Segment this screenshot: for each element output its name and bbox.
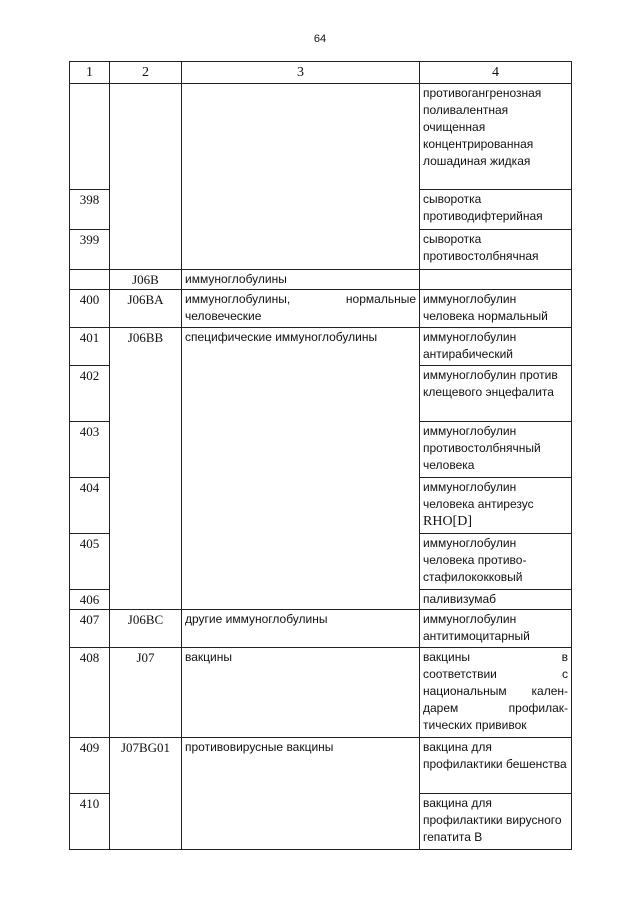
table-row <box>70 648 572 738</box>
medicine-name-part: кален- <box>531 684 568 698</box>
group-name-part: человеческие <box>185 309 262 323</box>
medicine-name: паливизумаб <box>420 590 572 610</box>
atc-code: J07 <box>110 648 182 738</box>
medicine-name-part: соответствии <box>423 667 497 681</box>
atc-code: J06B <box>110 270 182 290</box>
table-header-row <box>70 62 572 84</box>
header-col-2: 2 <box>110 62 182 84</box>
row-number: 408 <box>70 648 110 738</box>
medicine-name: иммуноглобулин антирабический <box>420 328 572 366</box>
medicine-name-part: иммуноглобулин человека антирезус <box>423 480 534 511</box>
medicine-name-part: с <box>562 667 568 681</box>
header-col-3: 3 <box>182 62 420 84</box>
row-number: 403 <box>70 422 110 478</box>
medicine-name <box>420 270 572 290</box>
medicine-name: иммуноглобулин противостолбнячный человека <box>420 422 572 478</box>
group-name: другие иммуноглобулины <box>182 610 420 648</box>
medicine-name: сыворотка противостолбнячная <box>420 230 572 270</box>
medicine-name: вакцина для профилактики вирусного гепатита В <box>420 794 572 850</box>
atc-code: J06BC <box>110 610 182 648</box>
row-number: 407 <box>70 610 110 648</box>
header-col-4: 4 <box>420 62 572 84</box>
table-row <box>70 84 572 190</box>
group-name: специфические иммуноглобулины <box>182 328 420 610</box>
atc-code: J07BG01 <box>110 738 182 850</box>
row-number: 398 <box>70 190 110 230</box>
medicine-name <box>420 478 572 534</box>
medicine-name: иммуноглобулин человека нормальный <box>420 290 572 328</box>
medicine-name-part: профилак- <box>508 701 568 715</box>
row-number: 399 <box>70 230 110 270</box>
group-name: противовирусные вакцины <box>182 738 420 850</box>
row-number: 406 <box>70 590 110 610</box>
row-number: 405 <box>70 534 110 590</box>
medicine-name: противогангренозная поливалентная очищенная концентрированная лошадиная жидкая <box>420 84 572 190</box>
header-col-1: 1 <box>70 62 110 84</box>
medicine-name-part: вакцины <box>423 650 470 664</box>
group-name: иммуноглобулины <box>182 270 420 290</box>
table-row <box>70 270 572 290</box>
medicine-name-part: тических прививок <box>423 718 527 732</box>
table-row <box>70 328 572 366</box>
group-name <box>182 290 420 328</box>
medicine-name: вакцина для профилактики бешенства <box>420 738 572 794</box>
group-name-cell <box>182 84 420 270</box>
medicine-name: сыворотка противодифтерийная <box>420 190 572 230</box>
row-number: 409 <box>70 738 110 794</box>
medicine-name: иммуноглобулин антитимоцитарный <box>420 610 572 648</box>
row-number <box>70 270 110 290</box>
atc-code-cell <box>110 84 182 270</box>
medicine-name-part: в <box>561 650 568 664</box>
page-number: 64 <box>313 33 327 45</box>
table-row <box>70 738 572 794</box>
medicine-name-part: национальным <box>423 684 507 698</box>
medicine-name-part: дарем <box>423 701 459 715</box>
medicine-name: иммуноглобулин человека противо-стафилококковый <box>420 534 572 590</box>
atc-code: J06BB <box>110 328 182 610</box>
table-row <box>70 290 572 328</box>
group-name-part: нормальные <box>345 292 416 306</box>
medicine-name-part: RHO[D] <box>423 514 472 529</box>
row-number <box>70 84 110 190</box>
row-number: 401 <box>70 328 110 366</box>
row-number: 402 <box>70 366 110 422</box>
row-number: 400 <box>70 290 110 328</box>
row-number: 410 <box>70 794 110 850</box>
group-name-part: иммуноглобулины, <box>185 292 291 306</box>
table-row <box>70 610 572 648</box>
medicine-name: иммуноглобулин против клещевого энцефалита <box>420 366 572 422</box>
atc-code: J06BA <box>110 290 182 328</box>
row-number: 404 <box>70 478 110 534</box>
medicine-name <box>420 648 572 738</box>
medicines-table <box>69 61 572 850</box>
group-name: вакцины <box>182 648 420 738</box>
